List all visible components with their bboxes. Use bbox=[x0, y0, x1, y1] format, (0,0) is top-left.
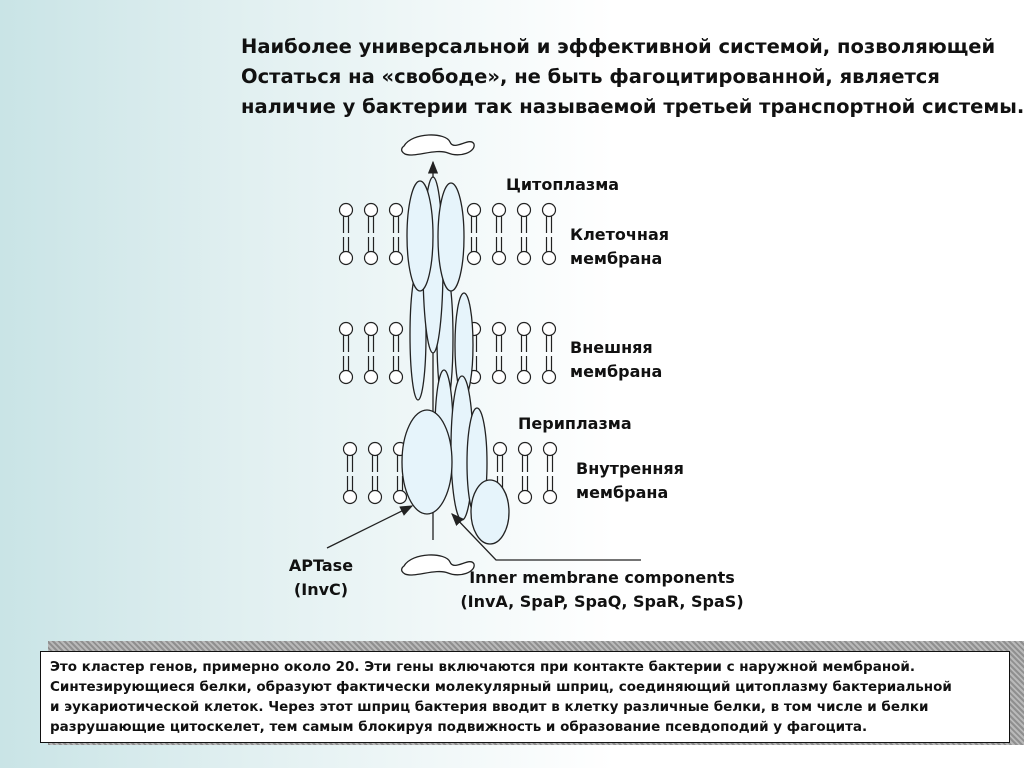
lipid-head bbox=[390, 371, 403, 384]
label-inner-membrane bbox=[576, 457, 684, 505]
lipid-head bbox=[468, 252, 481, 265]
lipid-head bbox=[390, 323, 403, 336]
label-outer-membrane bbox=[570, 336, 662, 384]
label-line: APTase bbox=[288, 556, 354, 575]
lipid-head bbox=[344, 443, 357, 456]
lipid-head bbox=[493, 323, 506, 336]
needle-complex bbox=[402, 177, 509, 544]
lipid-head bbox=[340, 204, 353, 217]
heading-line: Остаться на «свободе», не быть фагоцитированной, является bbox=[241, 65, 940, 88]
label-line: (InvC) bbox=[293, 580, 349, 599]
lipid-head bbox=[365, 371, 378, 384]
lipid-head bbox=[518, 371, 531, 384]
description-line: Синтезирующиеся белки, образуют фактически молекулярный шприц, соединяющий цитоплазму бактериальной bbox=[50, 679, 952, 695]
lipid-head bbox=[365, 252, 378, 265]
label-line: (InvA, SpaP, SpaQ, SpaR, SpaS) bbox=[460, 592, 744, 611]
heading-line: наличие у бактерии так называемой третьей транспортной системы. bbox=[241, 95, 1024, 118]
lipid-head bbox=[365, 323, 378, 336]
lipid-head bbox=[340, 323, 353, 336]
lipid-head bbox=[390, 204, 403, 217]
lipid-head bbox=[518, 204, 531, 217]
lipid-head bbox=[543, 323, 556, 336]
lipid-head bbox=[365, 204, 378, 217]
label-cell-membrane bbox=[570, 223, 669, 271]
label-line: Inner membrane components bbox=[469, 568, 735, 587]
lipid-head bbox=[340, 252, 353, 265]
description-line: разрушающие цитоскелет, тем самым блокируя подвижность и образование псевдоподий у фагоцита. bbox=[50, 719, 868, 735]
lipid-head bbox=[494, 443, 507, 456]
label-atpase bbox=[286, 554, 356, 602]
lipid-head bbox=[544, 443, 557, 456]
label-line: Клеточная bbox=[570, 225, 670, 244]
description-box bbox=[40, 651, 1010, 743]
lipid-head bbox=[369, 443, 382, 456]
lipid-head bbox=[468, 204, 481, 217]
label-line: мембрана bbox=[570, 249, 663, 268]
lipid-head bbox=[340, 371, 353, 384]
lipid-head bbox=[369, 491, 382, 504]
heading-line: Наиболее универсальной и эффективной системой, позволяющей bbox=[241, 35, 996, 58]
lipid-head bbox=[544, 491, 557, 504]
label-line: мембрана bbox=[576, 483, 669, 502]
lipid-head bbox=[493, 204, 506, 217]
lipid-head bbox=[344, 491, 357, 504]
lipid-head bbox=[543, 371, 556, 384]
description-line: Это кластер генов, примерно около 20. Эти гены включаются при контакте бактерии с наружной мембраной. bbox=[50, 659, 916, 675]
lipid-head bbox=[519, 443, 532, 456]
atpase-pointer bbox=[327, 506, 412, 548]
lipid-head bbox=[519, 491, 532, 504]
label-line: Внутренняя bbox=[576, 459, 684, 478]
description-line: и эукариотической клеток. Через этот шприц бактерия вводит в клетку различные белки, в том числе и белки bbox=[50, 699, 929, 715]
atpase-invc-protein bbox=[402, 410, 452, 514]
lipid-head bbox=[394, 491, 407, 504]
lipid-head bbox=[493, 371, 506, 384]
needle-protein bbox=[407, 181, 433, 291]
needle-protein bbox=[438, 183, 464, 291]
lipid-head bbox=[543, 204, 556, 217]
label-cytoplasm: Цитоплазма bbox=[506, 175, 620, 194]
lipid-head bbox=[518, 252, 531, 265]
label-line: мембрана bbox=[570, 362, 663, 381]
label-periplasm: Периплазма bbox=[518, 414, 632, 433]
lipid-head bbox=[543, 252, 556, 265]
effector-protein-top bbox=[402, 135, 475, 155]
inner-membrane-protein bbox=[471, 480, 509, 544]
lipid-head bbox=[518, 323, 531, 336]
lipid-head bbox=[390, 252, 403, 265]
label-inner-membrane-components bbox=[452, 566, 752, 614]
lipid-head bbox=[493, 252, 506, 265]
label-line: Внешняя bbox=[570, 338, 653, 357]
